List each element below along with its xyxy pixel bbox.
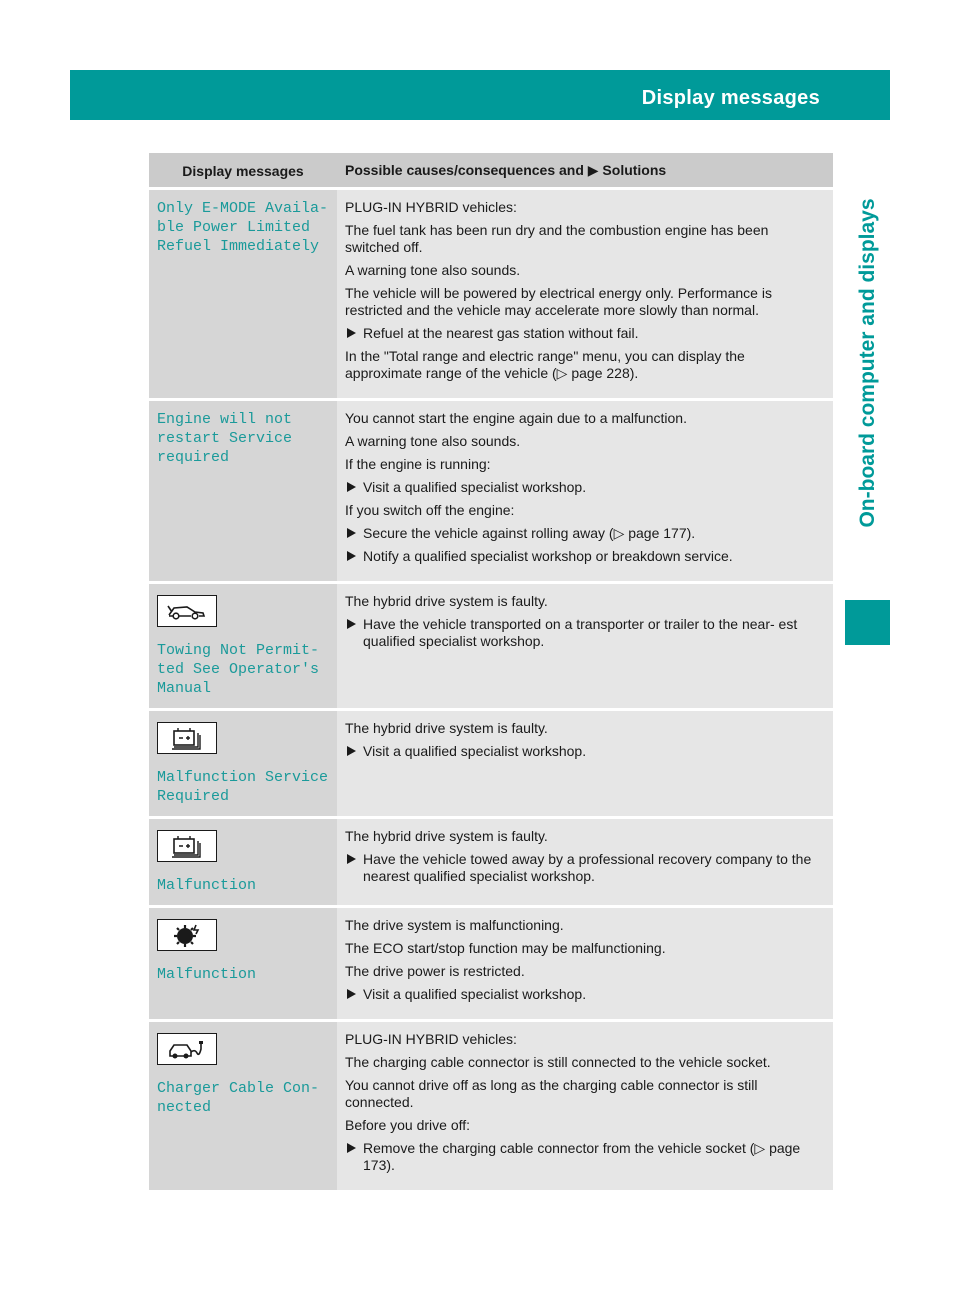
column-header-causes: Possible causes/consequences and ▶ Solutions — [337, 153, 833, 189]
cause-text: A warning tone also sounds. — [345, 262, 521, 278]
section-marker — [845, 600, 890, 645]
cause-text: If the engine is running: — [345, 456, 491, 472]
cause-text: A warning tone also sounds. — [345, 433, 521, 449]
cause-text: The vehicle will be powered by electrical energy only. Performance is restricted and the vehicle may accelerate more slowly than normal. — [345, 285, 772, 318]
cause-text: You cannot drive off as long as the charging cable connector is still connected. — [345, 1077, 758, 1110]
causes-solutions-cell — [337, 400, 833, 583]
causes-solutions-cell — [337, 907, 833, 1021]
cause-text: The ECO start/stop function may be malfunctioning. — [345, 940, 666, 956]
table-row — [149, 189, 833, 400]
solution-step: Have the vehicle transported on a transporter or trailer to the near‐ est qualified specialist workshop. — [345, 616, 825, 650]
table-row — [149, 818, 833, 907]
display-messages-table — [149, 153, 833, 1190]
solution-step: Have the vehicle towed away by a professional recovery company to the nearest qualified specialist workshop. — [345, 851, 825, 885]
table-row — [149, 710, 833, 818]
header-bar — [70, 70, 947, 120]
table-row — [149, 907, 833, 1021]
cause-text: The charging cable connector is still connected to the vehicle socket. — [345, 1054, 771, 1070]
display-message-text: Malfunction — [157, 877, 257, 894]
display-message-text: Only E-MODE Availa‐ ble Power Limited Refuel Immediately — [157, 200, 329, 255]
message-cell — [149, 1021, 337, 1191]
table-header-row — [149, 153, 833, 189]
charging-cable-icon — [157, 1033, 217, 1065]
cause-text: PLUG-IN HYBRID vehicles: — [345, 199, 517, 215]
message-cell — [149, 400, 337, 583]
column-header-messages: Display messages — [149, 153, 337, 189]
solution-step: Secure the vehicle against rolling away (▷ page 177). — [345, 525, 825, 542]
cause-text: The fuel tank has been run dry and the combustion engine has been switched off. — [345, 222, 769, 255]
page-title: Display messages — [641, 87, 820, 109]
display-message-text: Engine will not restart Service required — [157, 411, 293, 466]
causes-solutions-cell — [337, 583, 833, 710]
solution-step: Visit a qualified specialist workshop. — [345, 986, 825, 1003]
cause-text: In the "Total range and electric range" menu, you can display the approximate range of the vehicle (▷ page 228). — [345, 348, 745, 381]
table-row — [149, 1021, 833, 1191]
message-cell — [149, 189, 337, 400]
cause-text: Before you drive off: — [345, 1117, 471, 1133]
side-label-area — [845, 123, 890, 603]
causes-solutions-cell — [337, 189, 833, 400]
cause-text: You cannot start the engine again due to a malfunction. — [345, 410, 687, 426]
causes-solutions-cell — [337, 710, 833, 818]
solution-step: Remove the charging cable connector from the vehicle socket (▷ page 173). — [345, 1140, 825, 1174]
display-message-text: Malfunction Service Required — [157, 769, 329, 805]
causes-solutions-cell — [337, 1021, 833, 1191]
cause-text: The drive system is malfunctioning. — [345, 917, 564, 933]
solution-step: Refuel at the nearest gas station without fail. — [345, 325, 825, 342]
solution-step: Notify a qualified specialist workshop or breakdown service. — [345, 548, 825, 565]
solution-step: Visit a qualified specialist workshop. — [345, 743, 825, 760]
table-row — [149, 400, 833, 583]
display-message-text: Charger Cable Con‐ nected — [157, 1080, 320, 1116]
display-message-text: Towing Not Permit‐ ted See Operator's Manual — [157, 642, 320, 697]
table-row — [149, 583, 833, 710]
cause-text: The hybrid drive system is faulty. — [345, 828, 548, 844]
display-message-text: Malfunction — [157, 966, 257, 983]
cause-text: PLUG-IN HYBRID vehicles: — [345, 1031, 517, 1047]
message-cell — [149, 907, 337, 1021]
message-cell — [149, 583, 337, 710]
solution-step: Visit a qualified specialist workshop. — [345, 479, 825, 496]
cause-text: The hybrid drive system is faulty. — [345, 593, 548, 609]
electric-motor-icon — [157, 919, 217, 951]
hybrid-battery-icon — [157, 830, 217, 862]
message-cell — [149, 710, 337, 818]
hybrid-battery-icon — [157, 722, 217, 754]
causes-solutions-cell — [337, 818, 833, 907]
tow-car-icon — [157, 595, 217, 627]
cause-text: If you switch off the engine: — [345, 502, 515, 518]
section-label: On-board computer and displays — [855, 198, 879, 528]
cause-text: The hybrid drive system is faulty. — [345, 720, 548, 736]
cause-text: The drive power is restricted. — [345, 963, 525, 979]
page-number: 273 — [916, 88, 947, 108]
message-cell — [149, 818, 337, 907]
